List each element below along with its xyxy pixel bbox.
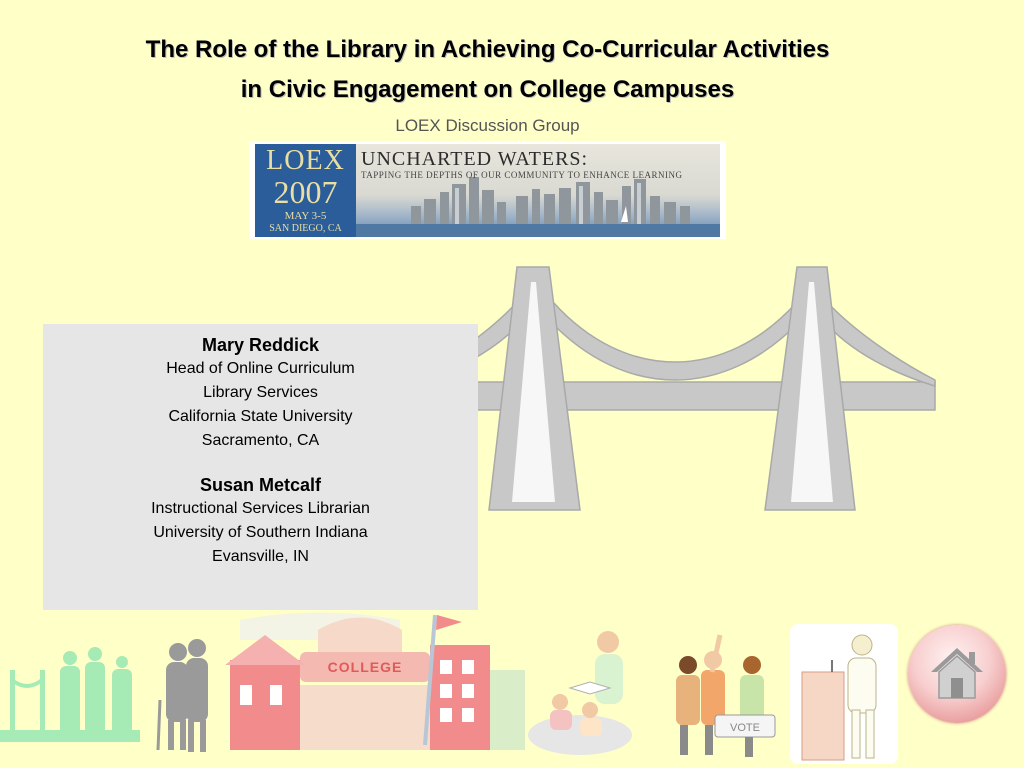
presenter-department: Library Services	[203, 384, 318, 401]
slide-subtitle: LOEX Discussion Group	[395, 116, 580, 135]
title-line-1: The Role of the Library in Achieving Co-Curricular Activities	[145, 36, 830, 63]
presenter-title: Head of Online Curriculum	[166, 360, 355, 377]
clipart-strip	[0, 610, 905, 768]
vote-sign-text: VOTE	[730, 722, 760, 734]
banner-headline: UNCHARTED WATERS:	[361, 148, 589, 170]
logo-date: MAY 3-5	[284, 210, 327, 222]
presenter-title: Instructional Services Librarian	[151, 500, 370, 517]
conference-banner	[249, 141, 726, 239]
visitors-illustration	[0, 647, 140, 742]
elderly-couple-illustration	[158, 639, 208, 752]
presenter-institution: University of Southern Indiana	[153, 524, 368, 541]
presenter-1	[43, 333, 478, 453]
presenter-institution: California State University	[168, 408, 353, 425]
banner-tagline: TAPPING THE DEPTHS OF OUR COMMUNITY TO ENHANCE LEARNING	[361, 170, 683, 180]
college-illustration	[225, 613, 525, 751]
voters-illustration	[676, 635, 775, 757]
logo-year: 2007	[273, 174, 338, 210]
presenter-name: Susan Metcalf	[199, 475, 322, 495]
presenter-location: Evansville, IN	[212, 548, 309, 565]
logo-word: LOEX	[266, 145, 345, 176]
presenter-2	[43, 473, 478, 569]
loex-logo	[255, 144, 356, 237]
logo-city: SAN DIEGO, CA	[269, 223, 342, 234]
skyline-image	[356, 144, 720, 237]
speaker-illustration	[790, 624, 898, 764]
presenter-info-box	[43, 324, 478, 610]
bridge-icon	[405, 262, 937, 514]
family-reading-illustration	[528, 631, 632, 755]
presenter-name: Mary Reddick	[201, 335, 320, 355]
title-line-2: in Civic Engagement on College Campuses	[240, 76, 735, 103]
presenter-location: Sacramento, CA	[201, 432, 320, 449]
college-sign-text: COLLEGE	[327, 659, 403, 675]
home-icon	[925, 642, 989, 702]
home-button[interactable]	[908, 625, 1006, 723]
slide-title	[0, 30, 975, 110]
